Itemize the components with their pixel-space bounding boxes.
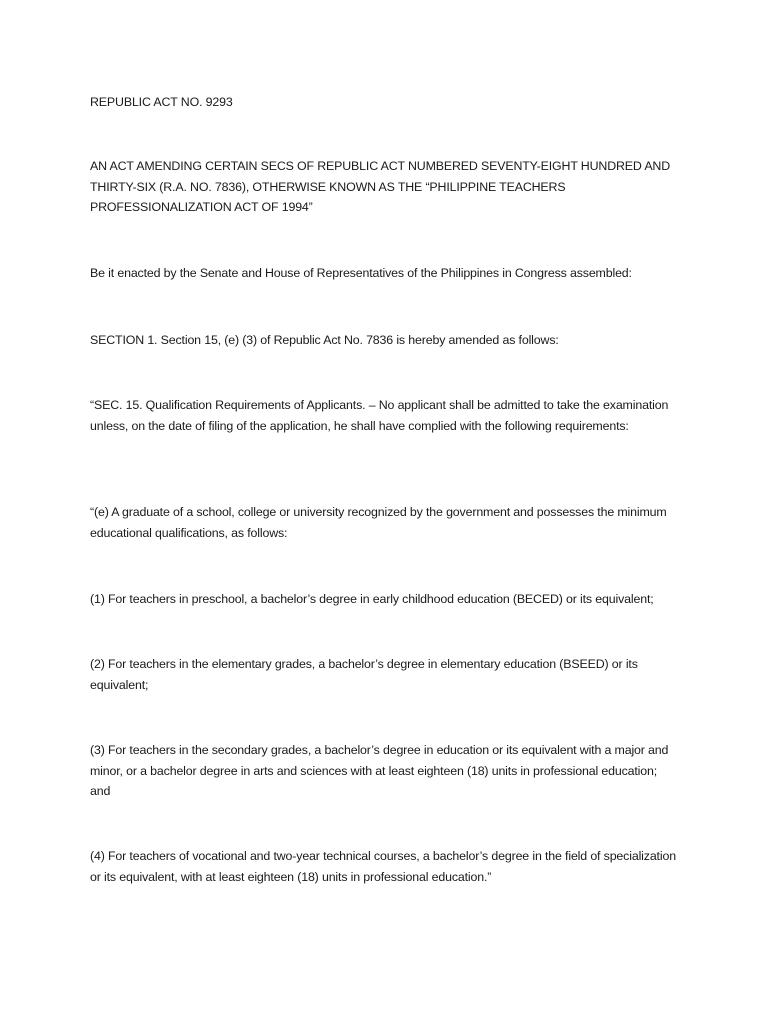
section-15-paragraph: “SEC. 15. Qualification Requirements of Applicants. – No applicant shall be admitted to take the examination unless, on the date of filing of the application, he shall have complied with the following requirements:	[90, 398, 669, 433]
list-item-2: (2) For teachers in the elementary grades, a bachelor’s degree in elementary education (BSEED) or its equivalent;	[90, 657, 638, 692]
act-long-title: AN ACT AMENDING CERTAIN SECS OF REPUBLIC ACT NUMBERED SEVENTY-EIGHT HUNDRED AND THIRTY-SIX (R.A. NO. 7836), OTHERWISE KNOWN AS THE “PHILIPPINE TEACHERS PROFESSIONALIZATION ACT OF 1994”	[90, 159, 671, 214]
enacting-clause: Be it enacted by the Senate and House of Representatives of the Philippines in Congress assembled:	[90, 266, 632, 280]
act-title: REPUBLIC ACT NO. 9293	[90, 95, 233, 109]
list-item-1: (1) For teachers in preschool, a bachelor’s degree in early childhood education (BECED) or its equivalent;	[90, 592, 654, 606]
section-1: SECTION 1. Section 15, (e) (3) of Republic Act No. 7836 is hereby amended as follows:	[90, 333, 559, 347]
list-item-4: (4) For teachers of vocational and two-year technical courses, a bachelor’s degree in the field of specialization or its equivalent, with at least eighteen (18) units in professional education.”	[90, 849, 676, 884]
clause-e-paragraph: “(e) A graduate of a school, college or university recognized by the government and possesses the minimum educational qualifications, as follows:	[90, 505, 667, 540]
list-item-3: (3) For teachers in the secondary grades, a bachelor’s degree in education or its equivalent with a major and minor, or a bachelor degree in arts and sciences with at least eighteen (18) units in professional education; and	[90, 743, 669, 798]
